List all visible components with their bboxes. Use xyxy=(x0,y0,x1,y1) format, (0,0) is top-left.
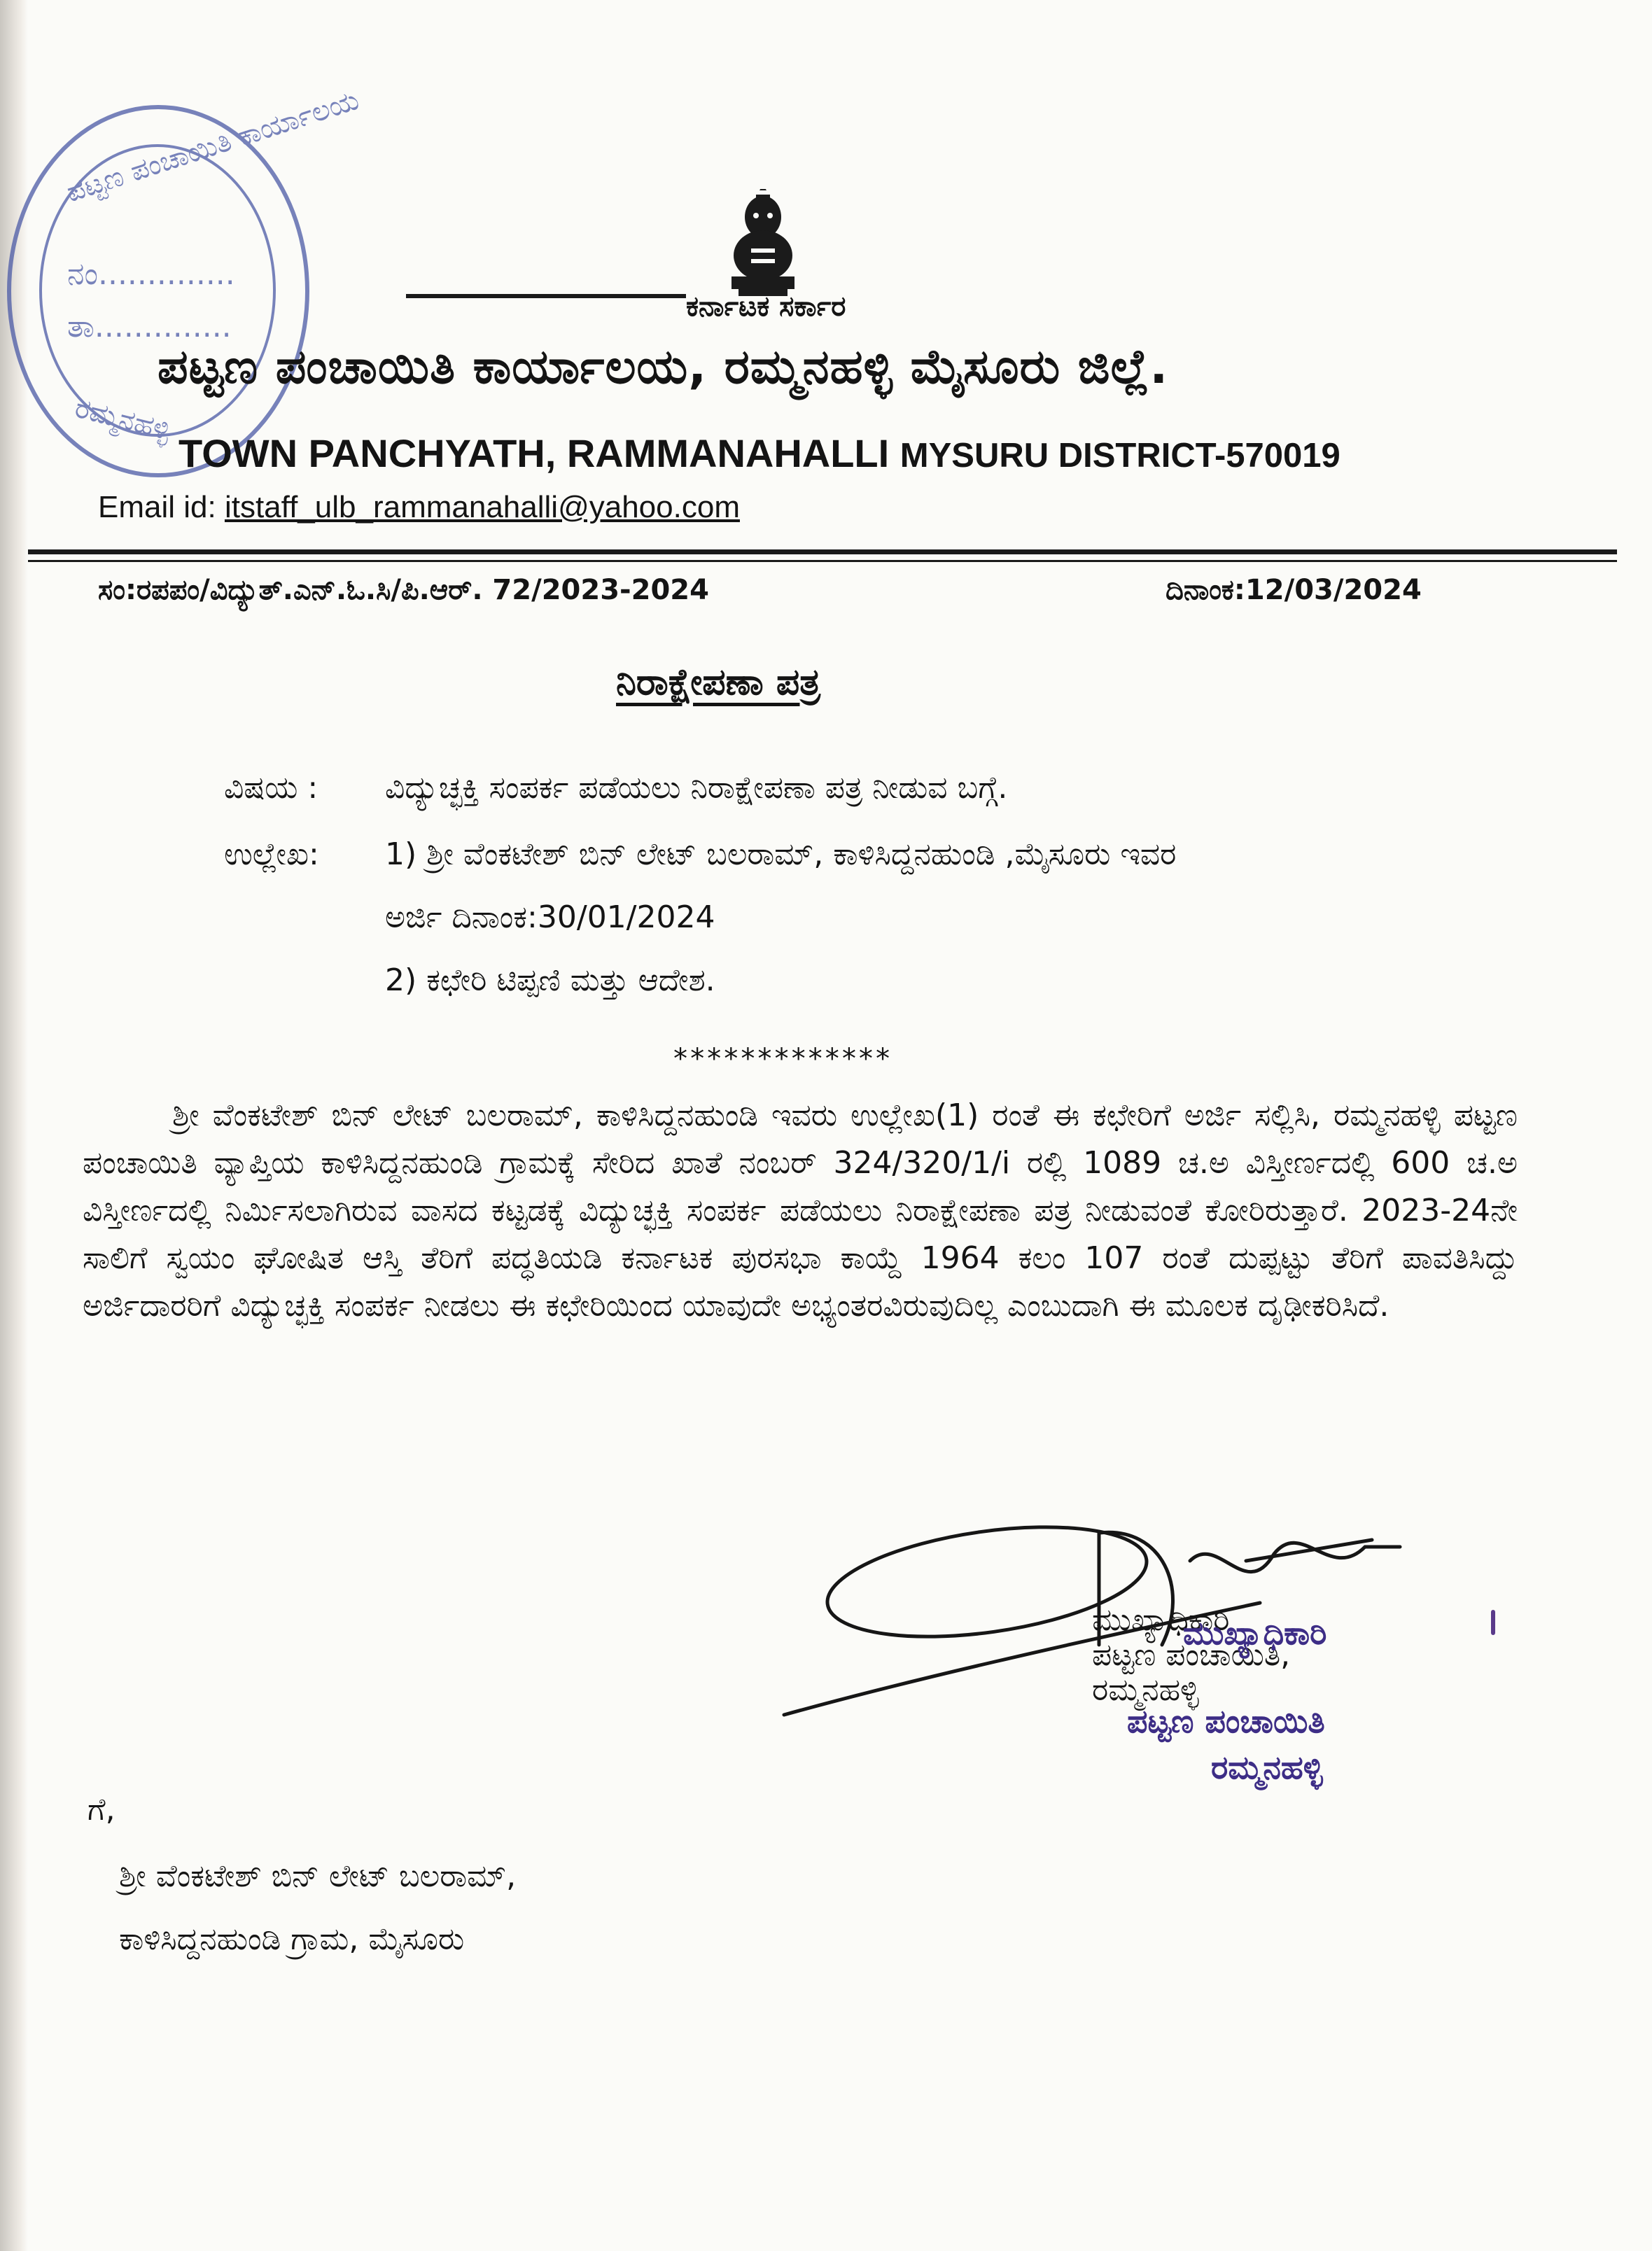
designation-seal xyxy=(1127,1613,1326,1787)
office-name-kannada: ಪಟ್ಟಣ ಪಂಚಾಯಿತಿ ಕಾರ್ಯಾಲಯ, ರಮ್ಮನಹಳ್ಳಿ ಮೈಸೂರು ಜಿಲ್ಲೆ. xyxy=(158,339,1169,395)
header-rule-thick xyxy=(28,549,1617,554)
subject-text: ವಿದ್ಯುಚ್ಛಕ್ತಿ ಸಂಪರ್ಕ ಪಡೆಯಲು ನಿರಾಕ್ಷೇಪಣಾ ಪತ್ರ ನೀಡುವ ಬಗ್ಗೆ. xyxy=(385,770,1008,806)
stamp-top-arc: ಪಟ್ಟಣ ಪಂಚಾಯಿತಿ ಕಾರ್ಯಾಲಯ xyxy=(62,83,363,209)
signatory-title: ಮುಖ್ಯಾಧಿಕಾರಿ xyxy=(1092,1602,1230,1638)
office-name-english-main: TOWN PANCHYATH, RAMMANAHALLI xyxy=(178,431,890,475)
email-address[interactable]: itstaff_ulb_rammanahalli@yahoo.com xyxy=(224,490,740,524)
reference-item-1-cont: ಅರ್ಜಿ ದಿನಾಂಕ:30/01/2024 xyxy=(385,899,715,935)
references-label: ಉಲ್ಲೇಖ: xyxy=(224,836,319,872)
seal-line-1: ಮುಖ್ಯಾಧಿಕಾರಿ xyxy=(1183,1614,1327,1652)
recipient-address: ಕಾಳಿಸಿದ್ದನಹುಂಡಿ ಗ್ರಾಮ, ಮೈಸೂರು xyxy=(119,1921,465,1957)
office-name-english xyxy=(178,430,1340,476)
seal-line-2: ಪಟ್ಟಣ ಪಂಚಾಯಿತಿ xyxy=(1127,1702,1325,1740)
office-district: MYSURU DISTRICT-570019 xyxy=(899,437,1340,475)
government-title: ಕರ್ನಾಟಕ ಸರ್ಕಾರ xyxy=(686,290,846,323)
state-emblem-icon xyxy=(718,189,808,301)
signatory-office: ಪಟ್ಟಣ ಪಂಚಾಯಿತಿ, xyxy=(1092,1637,1291,1673)
stamp-bottom-arc: ರಮ್ಮನಹಳ್ಳಿ xyxy=(71,391,174,447)
recipient-to: ಗೆ, xyxy=(88,1792,115,1828)
stamp-no-label: ನಂ.............. xyxy=(67,256,235,292)
reference-number: ಸಂ:ರಪಪಂ/ವಿದ್ಯುತ್.ಎನ್.ಓ.ಸಿ/ಪಿ.ಆರ್. 72/2023-2024 xyxy=(98,574,709,606)
reference-item-1: 1) ಶ್ರೀ ವೆಂಕಟೇಶ್ ಬಿನ್ ಲೇಟ್ ಬಲರಾಮ್, ಕಾಳಿಸಿದ್ದನಹುಂಡಿ ,ಮೈಸೂರು ಇವರ xyxy=(385,836,1177,872)
letter-title: ನಿರಾಕ್ಷೇಪಣಾ ಪತ್ರ xyxy=(616,661,820,703)
email-label: Email id: xyxy=(98,490,216,524)
body-paragraph: ಶ್ರೀ ವೆಂಕಟೇಶ್ ಬಿನ್ ಲೇಟ್ ಬಲರಾಮ್, ಕಾಳಿಸಿದ್ದನಹುಂಡಿ ಇವರು ಉಲ್ಲೇಖ(1) ರಂತೆ ಈ ಕಛೇರಿಗೆ ಅರ್ಜಿ ಸಲ್ಲಿಸಿ, ರಮ್ಮನಹಳ್ಳಿ ಪಟ್ಟಣ ಪಂಚಾಯಿತಿ ವ್ಯಾಪ್ತಿಯ ಕಾಳಿಸಿದ್ದನಹುಂಡಿ ಗ್ರಾಮಕ್ಕೆ ಸೇರಿದ ಖಾತೆ ನಂಬರ್ 324/320/1/i ರಲ್ಲಿ 1089 ಚ.ಅ ವಿಸ್ತೀರ್ಣದಲ್ಲಿ 600 ಚ.ಅ ವಿಸ್ತೀರ್ಣದಲ್ಲಿ ನಿರ್ಮಿಸಲಾಗಿರುವ ವಾಸದ ಕಟ್ಟಡಕ್ಕೆ ವಿದ್ಯುಚ್ಛಕ್ತಿ ಸಂಪರ್ಕ ಪಡೆಯಲು ನಿರಾಕ್ಷೇಪಣಾ ಪತ್ರ ನೀಡುವಂತೆ ಕೋರಿರುತ್ತಾರೆ. 2023-24ನೇ ಸಾಲಿಗೆ ಸ್ವಯಂ ಘೋಷಿತ ಆಸ್ತಿ ತೆರಿಗೆ ಪದ್ಧತಿಯಡಿ ಕರ್ನಾಟಕ ಪುರಸಭಾ ಕಾಯ್ದೆ 1964 ಕಲಂ 107 ರಂತೆ ದುಪ್ಪಟ್ಟು ತೆರಿಗೆ ಪಾವತಿಸಿದ್ದು ಅರ್ಜಿದಾರರಿಗೆ ವಿದ್ಯುಚ್ಛಕ್ತಿ ಸಂಪರ್ಕ ನೀಡಲು ಈ ಕಛೇರಿಯಿಂದ ಯಾವುದೇ ಅಭ್ಯಂತರವಿರುವುದಿಲ್ಲ ಎಂಬುದಾಗಿ ಈ ಮೂಲಕ ದೃಢೀಕರಿಸಿದೆ. xyxy=(83,1098,1518,1324)
email-line xyxy=(98,490,740,525)
ink-mark xyxy=(1491,1610,1495,1635)
stamp-date-label: ತಾ.............. xyxy=(67,309,232,344)
reference-item-2: 2) ಕಛೇರಿ ಟಿಪ್ಪಣಿ ಮತ್ತು ಆದೇಶ. xyxy=(385,962,715,998)
separator: ************* xyxy=(672,1043,892,1075)
header-rule-thin xyxy=(28,560,1617,562)
header-rule-left xyxy=(406,294,686,298)
office-round-stamp xyxy=(7,83,363,477)
recipient-name: ಶ್ರೀ ವೆಂಕಟೇಶ್ ಬಿನ್ ಲೇಟ್ ಬಲರಾಮ್, xyxy=(119,1858,517,1894)
signatory-place: ರಮ್ಮನಹಳ್ಳಿ xyxy=(1092,1672,1199,1708)
seal-line-3: ರಮ್ಮನಹಳ್ಳಿ xyxy=(1211,1748,1323,1786)
subject-label: ವಿಷಯ : xyxy=(224,770,318,806)
letter-date: ದಿನಾಂಕ:12/03/2024 xyxy=(1166,574,1422,606)
